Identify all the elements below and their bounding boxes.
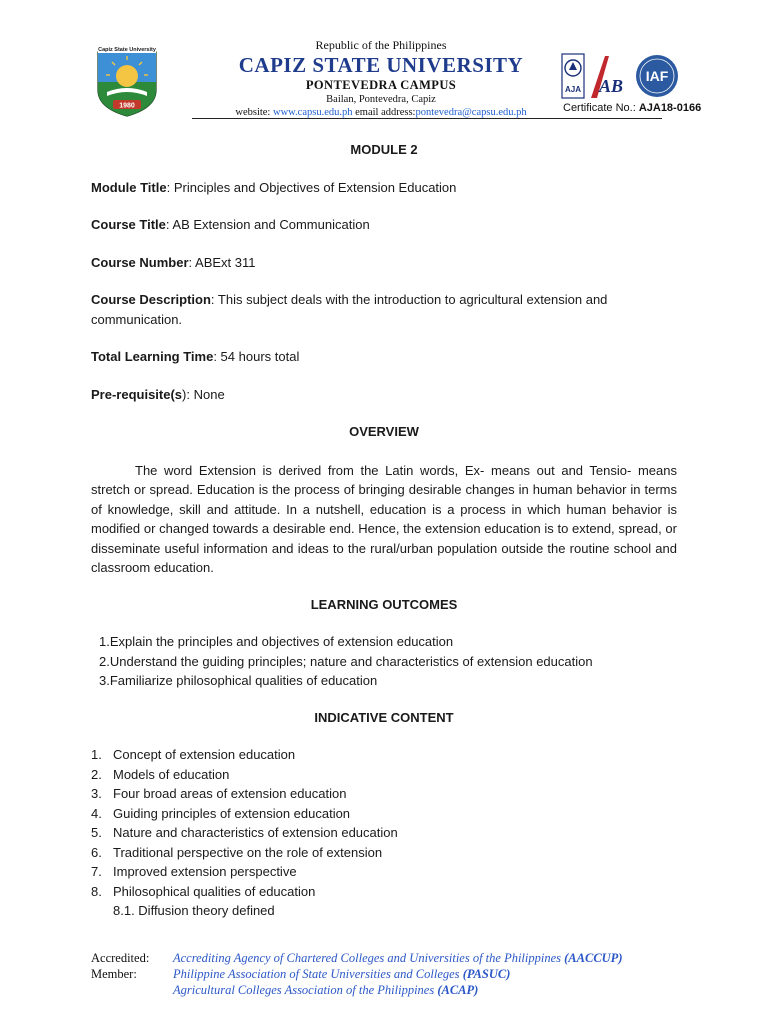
list-item [91,804,677,824]
certification-logos [561,52,683,102]
learning-time-value: : 54 hours total [213,349,300,364]
list-item-number: 8. [91,883,102,899]
accredited-abbr: (AACCUP) [564,951,623,965]
course-title-label: Course Title [91,217,166,232]
overview-heading: OVERVIEW [349,424,419,439]
campus-name: PONTEVEDRA CAMPUS [305,78,457,92]
member-row-2 [91,982,691,998]
indicative-content-heading: INDICATIVE CONTENT [314,709,454,725]
accredited-label: Accredited: [91,951,150,965]
letterhead [0,0,768,122]
university-name: CAPIZ STATE UNIVERSITY [238,53,524,77]
module-title-field [91,178,677,198]
list-item-text: Improved extension perspective [113,864,297,879]
list-item-number: 5. [91,825,102,840]
list-item-text: Models of education [113,766,230,782]
course-title-field [91,215,677,235]
campus-address: Bailan, Pontevedra, Capiz [326,94,436,105]
accredited-row [91,950,691,966]
ukas-ab-icon [591,56,623,98]
list-item-text: Philosophical qualities of education [113,883,316,899]
list-item [91,862,677,882]
republic-line: Republic of the Philippines [315,38,447,52]
list-item-text: Nature and characteristics of extension education [113,825,398,840]
list-item-text: Guiding principles of extension education [113,805,351,821]
list-item-text: Concept of extension education [113,747,296,762]
member-org-1: Philippine Association of State Universities and Colleges [173,967,460,981]
list-item-number: 3. [99,673,110,688]
list-item-number: 2. [99,653,110,669]
course-description-value: : This subject deals with the introduction to agricultural extension and communication. [91,292,608,327]
module-content [91,140,677,921]
prerequisite-label: Pre-requisite(s [91,386,183,402]
list-item-number: 6. [91,844,102,860]
course-number-field [91,253,677,273]
prerequisite-value: ): None [182,386,225,402]
list-item-number: 2. [91,766,102,782]
learning-time-field [91,347,677,367]
website-link[interactable]: www.capsu.edu.ph [272,107,353,118]
list-item-number: 1. [99,634,110,649]
list-item [91,882,677,902]
prerequisite-field [91,385,677,405]
letterhead-text [195,38,567,120]
accredited-org: Accrediting Agency of Chartered Colleges and Universities of the Philippines [173,951,562,965]
indicative-content-list [91,745,677,921]
learning-outcomes-heading: LEARNING OUTCOMES [310,596,458,612]
website-label: website: [235,107,271,118]
seal-year-text: 1980 [119,102,135,110]
ab-mark-text: AB [598,76,624,96]
module-title-value: : Principles and Objectives of Extension Education [166,179,457,195]
module-title-label: Module Title [91,179,167,195]
certificate-number [563,102,701,114]
email-link[interactable]: pontevedra@capsu.edu.ph [415,107,527,118]
list-item [91,843,677,863]
list-item [91,765,677,785]
member-org-2: Agricultural Colleges Association of the Philippines [173,983,435,997]
learning-outcomes-list [91,632,677,691]
course-title-value: : AB Extension and Communication [165,217,370,232]
list-item [91,784,677,804]
list-item [91,632,677,652]
list-item-text: Four broad areas of extension education [113,786,347,801]
course-description-label: Course Description [91,292,211,307]
list-item [91,671,677,691]
aja-certification-icon [562,54,584,98]
member-text-2 [173,982,478,998]
course-number-label: Course Number [91,254,189,270]
certificate-value: AJA18-0166 [638,102,702,114]
list-item-number: 7. [91,864,102,879]
university-seal-logo [95,42,159,118]
sub-list-item [91,901,677,921]
course-number-value: : ABExt 311 [188,254,256,270]
certificate-label: Certificate No.: [563,102,636,114]
member-text-1 [173,966,510,982]
list-item [91,652,677,672]
list-item-number: 4. [91,805,102,821]
list-item-text: Traditional perspective on the role of extension [113,844,383,860]
aja-mark-text: AJA [564,85,582,94]
list-item-number: 1. [91,747,102,762]
overview-paragraph: The word Extension is derived from the Latin words, Ex- means out and Tensio- means stretch or spread. Education is the process of bringing desirable changes in human behavior in terms of knowledge, skill and attitude. In a nutshell, education is a process in which human behavior is modified or changed towards a desirable end. Hence, the extension education is to extend, spread, or disseminate useful information and ideas to the rural/urban population outside the routine school and classroom education. [91,462,677,575]
module-heading: MODULE 2 [350,142,418,157]
sub-list-item-text: 8.1. Diffusion theory defined [113,903,275,918]
iaf-icon [636,55,678,97]
list-item-text: Explain the principles and objectives of extension education [109,634,454,649]
member-abbr-2: (ACAP) [437,983,479,997]
course-description-field [91,290,677,329]
header-divider [192,118,662,119]
learning-time-label: Total Learning Time [91,349,214,364]
iaf-mark-text: IAF [645,68,669,84]
list-item-text: Understand the guiding principles; nature and characteristics of extension education [109,653,593,669]
list-item [91,745,677,765]
list-item [91,823,677,843]
member-label-spacer [91,982,173,998]
list-item-text: Familiarize philosophical qualities of education [109,673,378,688]
list-item-number: 3. [91,786,102,801]
member-row [91,966,691,982]
member-label: Member: [91,967,137,981]
member-abbr-1: (PASUC) [462,967,511,981]
seal-name-text: Capiz State University [98,47,156,53]
email-label: email address: [355,107,416,118]
accredited-text [173,950,622,966]
page-footer [91,950,691,998]
